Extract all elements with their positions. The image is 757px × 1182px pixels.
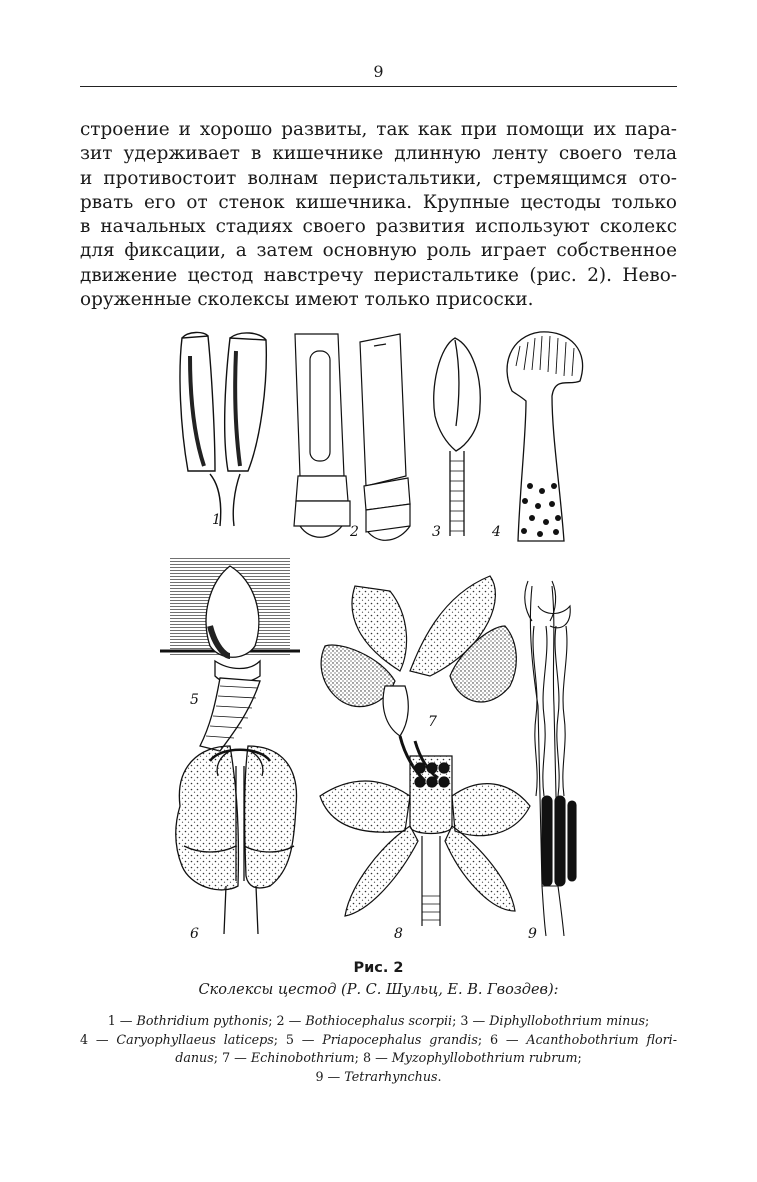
body-line: строение и хорошо развиты, так как при помощи их пара- [80,119,677,140]
legend-species: Echinobothrium [250,1050,355,1065]
legend-number: 4 — [80,1031,117,1047]
legend-separator: ; [452,1013,461,1028]
legend-number: 5 — [285,1031,323,1047]
legend-separator: ; [273,1031,286,1047]
body-line: движение цестод навстречу перистальтике (рис. 2). Нево- [80,264,677,286]
legend-number: 6 — [490,1031,527,1047]
legend-separator: ; [268,1013,277,1028]
header-rule [80,86,677,87]
legend-separator: ; [213,1050,223,1065]
legend-species: Caryophyllaeus laticeps [116,1031,274,1047]
figure-label-8: 8 [394,926,403,942]
figure-label-6: 6 [190,926,199,942]
figure-caption-subtitle: Сколексы цестод (Р. С. Шульц, Е. В. Гвоздев): [198,982,559,998]
legend-species: Acanthobothrium flori- [526,1031,678,1047]
scolex-drawing-1 [180,332,266,526]
legend-species: danus [175,1050,214,1065]
legend-number: 7 — [222,1050,251,1065]
scolex-drawing-5 [160,556,300,751]
figure-legend [80,1012,677,1086]
legend-separator: ; [477,1031,490,1047]
legend-species: Myzophyllobothrium rubrum [391,1050,578,1065]
scolex-drawing-3 [434,338,481,536]
scolex-figure [160,326,600,946]
body-line: оруженные сколексы имеют только присоски. [80,289,534,311]
legend-separator: ; [645,1013,650,1028]
legend-line [80,1031,677,1050]
figure-label-2: 2 [350,524,359,540]
legend-species: Priapocephalus grandis [322,1031,478,1047]
body-line: рвать его от стенок кишечника. Крупные цестоды только [80,191,677,213]
legend-number: 8 — [362,1050,392,1065]
legend-number: 1 — [107,1013,137,1028]
scolex-drawing-2 [294,334,410,540]
legend-separator: . [437,1068,442,1084]
legend-number: 3 — [460,1013,490,1028]
figure-label-7: 7 [428,714,437,730]
body-line: зит удерживает в кишечнике длинную ленту своего тела [80,143,677,165]
figure-label-4: 4 [492,524,501,540]
scolex-drawing-6 [176,746,297,934]
figure-label-1: 1 [212,512,221,528]
figure-label-9: 9 [528,926,537,942]
legend-species: Bothridium pythonis [136,1013,269,1028]
body-line: и противостоит волнам перистальтики, стремящимся ото- [80,167,677,189]
legend-line [80,1012,677,1031]
body-line: для фиксации, а затем основную роль играет собственное [80,240,677,262]
figure-label-5: 5 [190,692,199,708]
legend-number: 9 — [315,1068,345,1084]
legend-line [80,1068,677,1087]
legend-separator: ; [354,1050,363,1065]
figure-label-3: 3 [432,524,441,540]
legend-line [80,1049,677,1068]
scolex-drawing-9 [525,581,576,936]
legend-number: 2 — [276,1013,306,1028]
scolex-drawing-8 [320,756,530,926]
figure-caption-title: Рис. 2 [353,960,404,976]
body-paragraph [80,118,677,312]
body-line: в начальных стадиях своего развития используют сколекс [80,216,677,238]
legend-species: Bothiocephalus scorpii [305,1013,453,1028]
scolex-drawing-4 [507,332,583,541]
legend-species: Tetrarhynchus [344,1068,438,1084]
legend-species: Diphyllobothrium minus [489,1013,646,1028]
page-number: 9 [373,62,384,81]
scolex-drawing-7 [321,576,516,781]
legend-separator: ; [577,1050,582,1065]
